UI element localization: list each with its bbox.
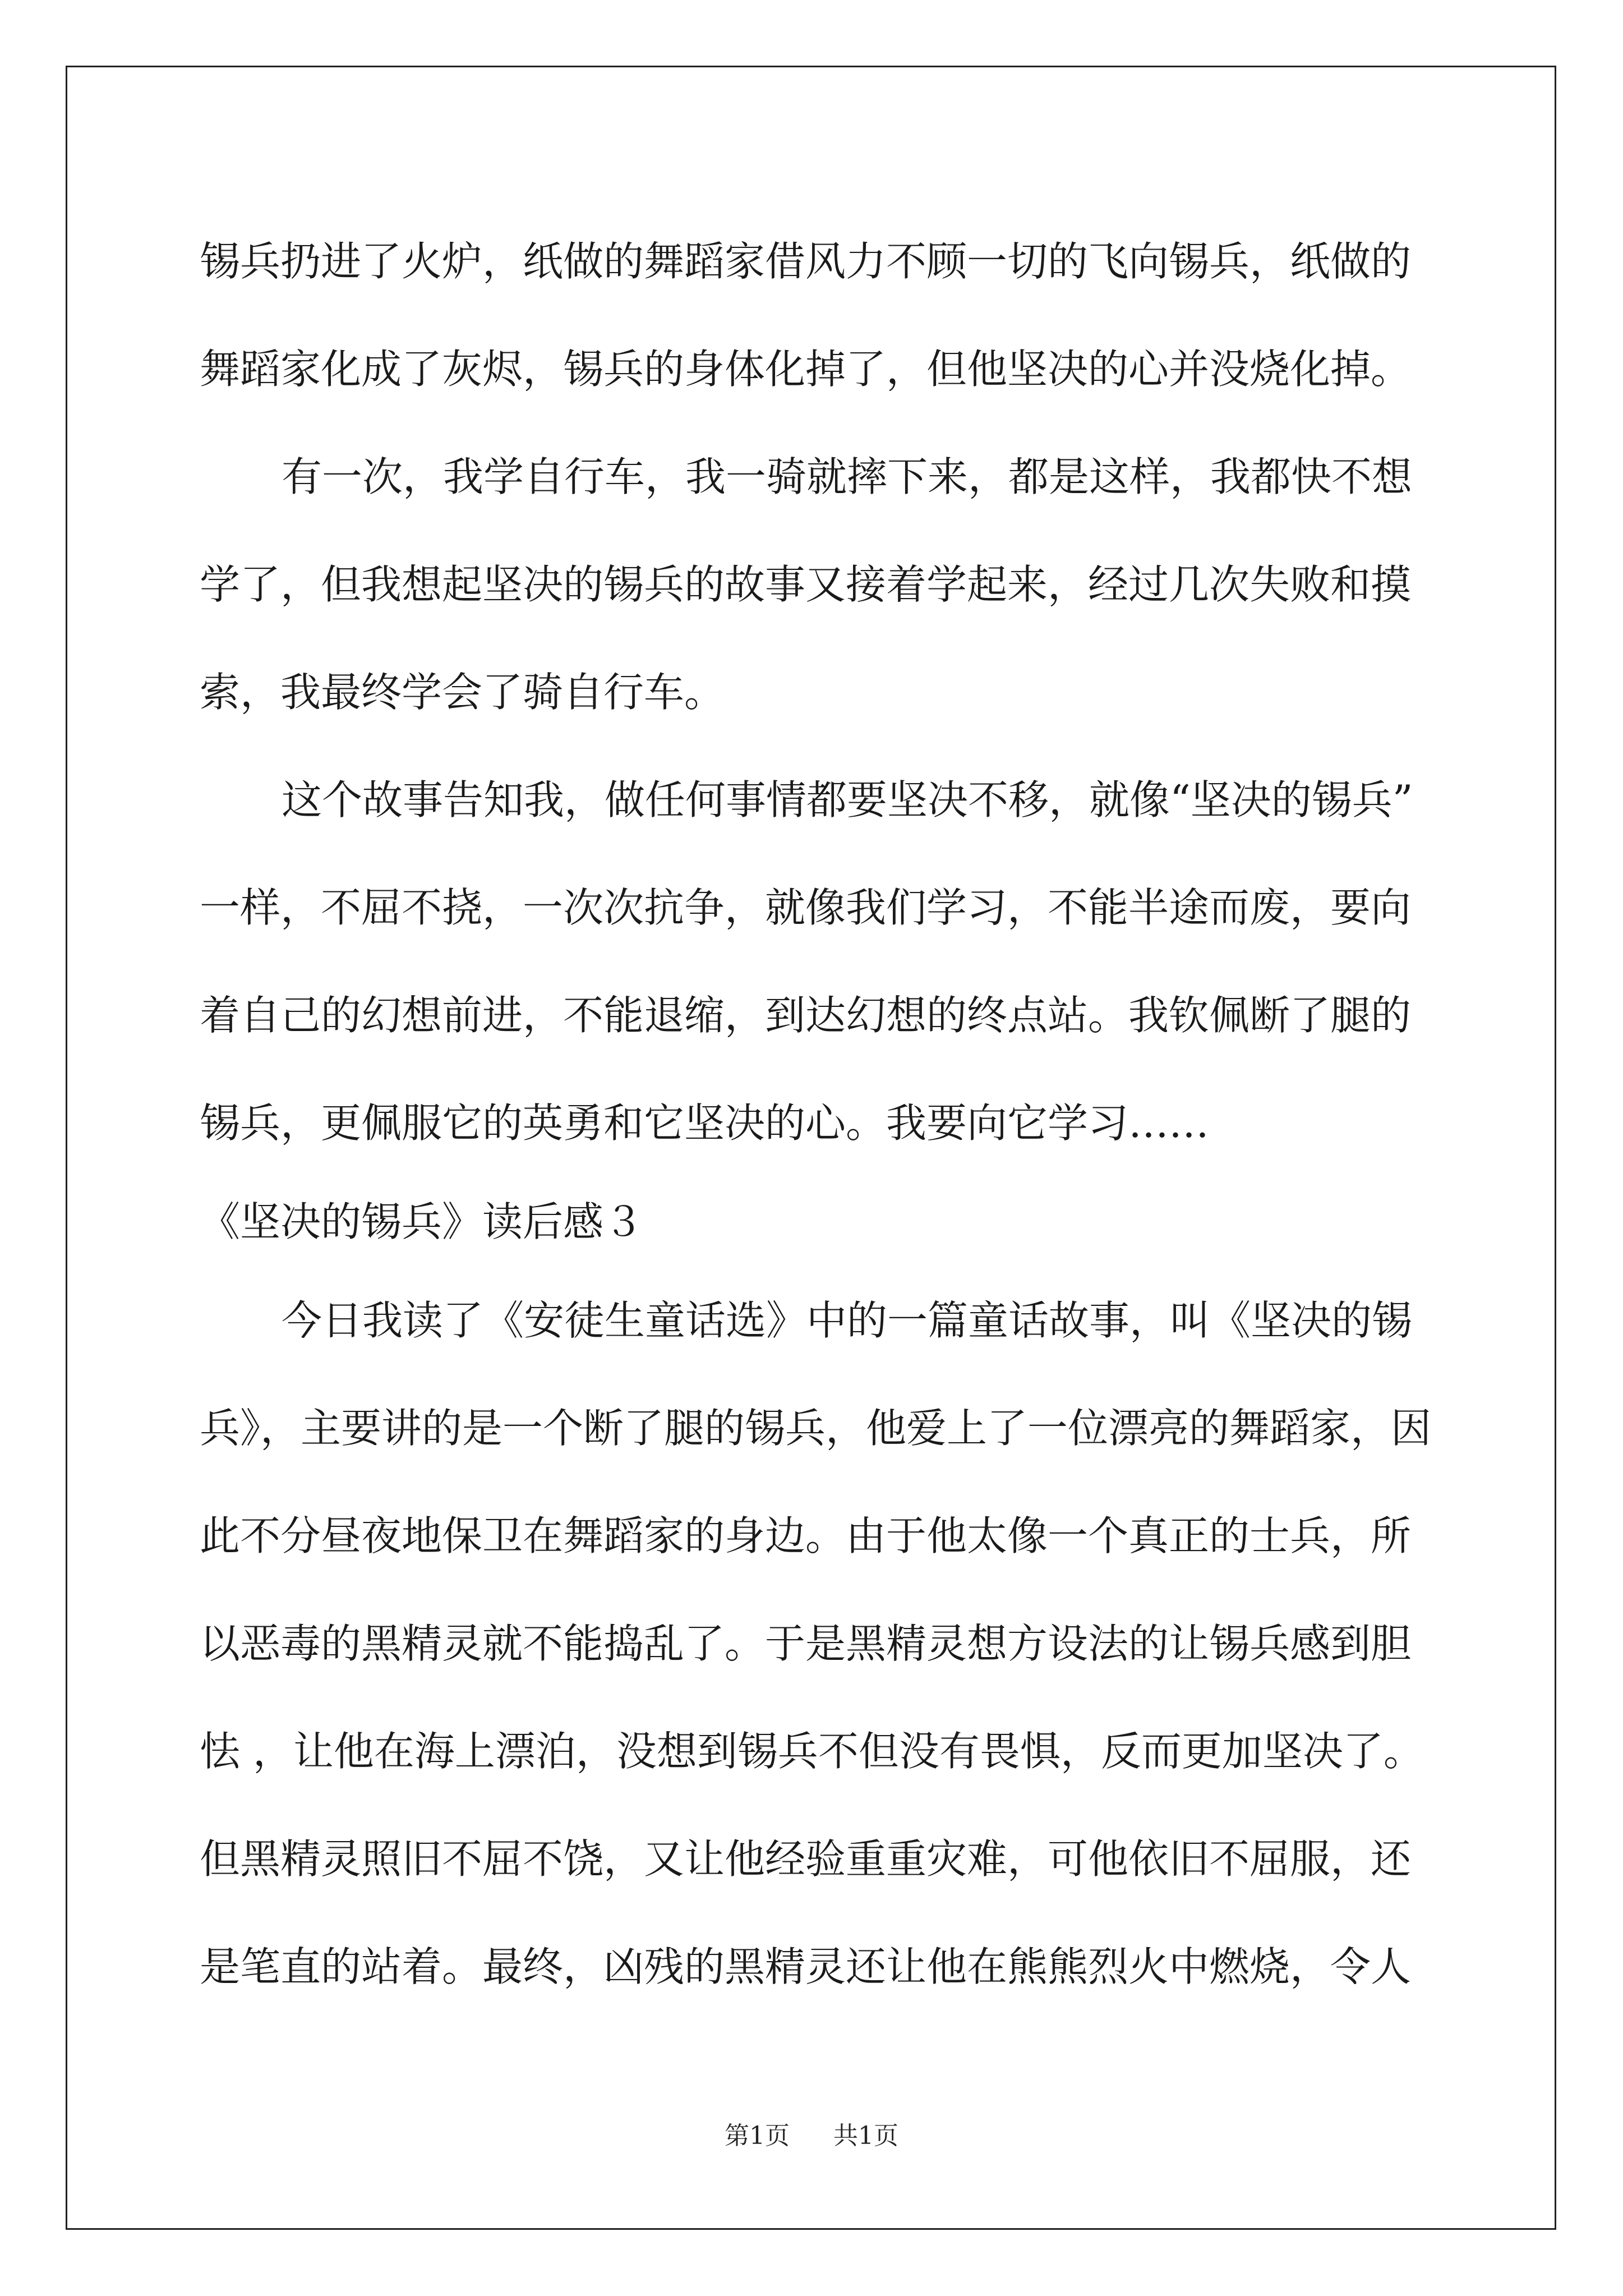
text-line-14: 以恶毒的黑精灵就不能捣乱了。于是黑精灵想方设法的让锡兵感到胆: [200, 1620, 1412, 1667]
text-line-11: 今日我读了《安徒生童话选》中的一篇童话故事，叫《坚决的锡: [282, 1297, 1413, 1344]
text-line-8: 着自己的幻想前进，不能退缩，到达幻想的终点站。我钦佩断了腿的: [200, 992, 1412, 1039]
page-number-total: 共1页: [833, 2122, 898, 2150]
text-line-7: 一样，不屈不挠，一次次抗争，就像我们学习，不能半途而废，要向: [200, 884, 1412, 931]
text-line-9: 锡兵，更佩服它的英勇和它坚决的心。我要向它学习……: [200, 1099, 1210, 1147]
document-body: [200, 208, 1433, 2021]
text-line-2: 舞蹈家化成了灰烬，锡兵的身体化掉了，但他坚决的心并没烧化掉。: [200, 346, 1412, 393]
text-line-5: 索，我最终学会了骑自行车。: [200, 669, 725, 716]
text-line-3: 有一次，我学自行车，我一骑就摔下来，都是这样，我都快不想: [282, 453, 1413, 500]
text-line-16: 但黑精灵照旧不屈不饶，又让他经验重重灾难，可他依旧不屈服，还: [200, 1835, 1412, 1883]
section-heading: 《坚决的锡兵》读后感３: [200, 1198, 644, 1245]
text-line-17: 是笔直的站着。最终，凶残的黑精灵还让他在熊熊烈火中燃烧，令人: [200, 1943, 1412, 1990]
page-number-current: 第1页: [725, 2122, 790, 2150]
text-line-6: 这个故事告知我，做任何事情都要坚决不移，就像“坚决的锡兵”: [282, 776, 1413, 823]
page-footer: [0, 2119, 1623, 2153]
text-line-12: 兵》，主要讲的是一个断了腿的锡兵，他爱上了一位漂亮的舞蹈家，因: [200, 1405, 1432, 1452]
text-line-13: 此不分昼夜地保卫在舞蹈家的身边。由于他太像一个真正的士兵，所: [200, 1512, 1412, 1559]
text-line-4: 学了，但我想起坚决的锡兵的故事又接着学起来，经过几次失败和摸: [200, 561, 1412, 608]
text-line-15: 怯 ，让他在海上漂泊，没想到锡兵不但没有畏惧，反而更加坚决了。: [200, 1728, 1424, 1775]
text-line-1: 锡兵扔进了火炉，纸做的舞蹈家借风力不顾一切的飞向锡兵，纸做的: [200, 238, 1412, 285]
